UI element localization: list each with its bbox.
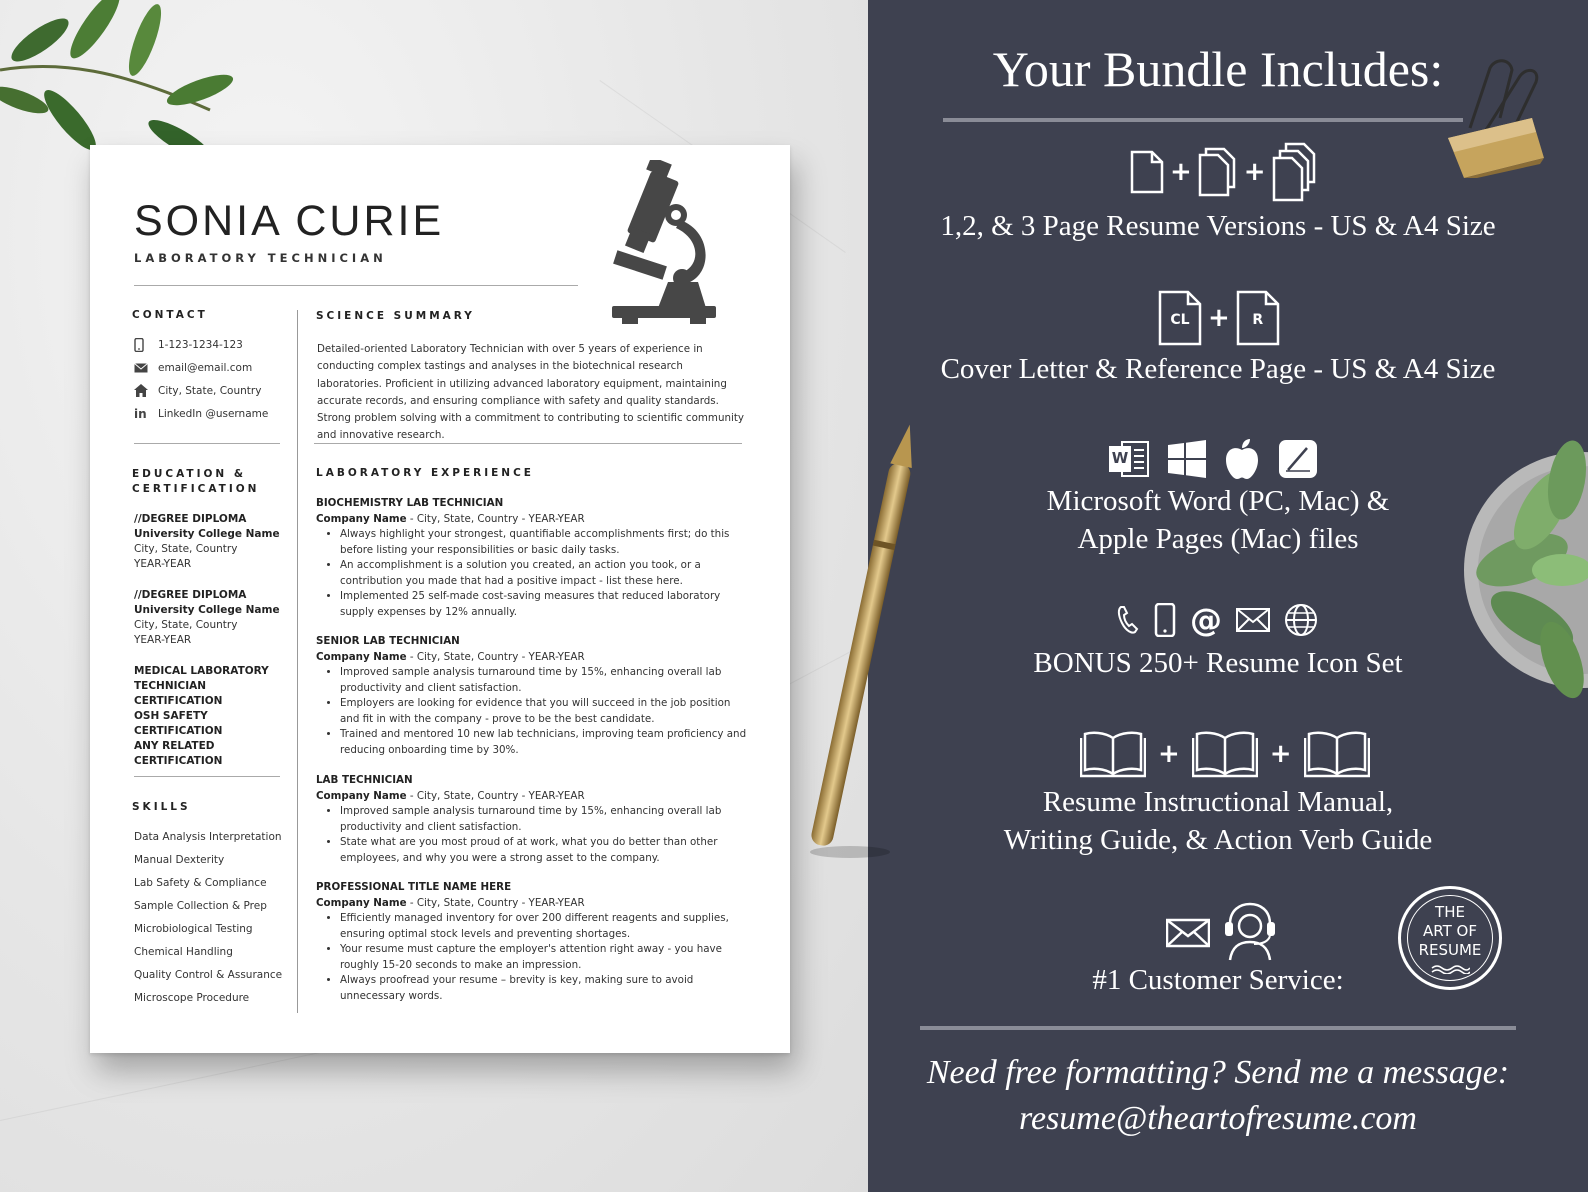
years: YEAR-YEAR — [134, 634, 192, 646]
bullet: • Implemented 25 self-made cost-saving measures that reduced laboratory supply expenses by 12% annually. — [340, 589, 751, 620]
contact-linkedin — [134, 402, 284, 425]
bullet: • State what are you most proud of at work, what you do better than other employees, and why you were a strong asset to the company. — [340, 835, 751, 866]
divider — [943, 118, 1463, 122]
certification-name: OSH SAFETY CERTIFICATION — [134, 710, 223, 737]
divider — [314, 443, 742, 444]
linkedin-text: LinkedIn @username — [158, 407, 269, 420]
document-icon — [1236, 290, 1280, 346]
degree: //DEGREE DIPLOMA — [134, 513, 247, 525]
bullet: • Your resume must capture the employer's attention right away - you have roughly 15-20 seconds to make an impression. — [340, 942, 751, 973]
school-location: City, State, Country — [134, 543, 238, 555]
home-icon — [134, 384, 158, 397]
document-icon — [1198, 147, 1238, 197]
book-icon — [1080, 730, 1146, 778]
years: YEAR-YEAR — [134, 558, 192, 570]
succulent-plant-decoration — [1452, 420, 1588, 720]
book-icon — [1192, 730, 1258, 778]
skill-item: Quality Control & Assurance — [134, 969, 283, 981]
summary-text: Detailed-oriented Laboratory Technician with over 5 years of experience in conducting complex tastings and analyses in the biotechnical research laboratories. Proficient in utilizing advanced laboratory equipment, maintaining accurate records, and ensuring compliance with safety and quality standards. Strong problem solving with a commitment to contributing to scientific community and innovative research. — [317, 343, 744, 442]
envelope-icon — [1236, 608, 1270, 632]
plus-icon: + — [1269, 739, 1292, 769]
experience-heading: LABORATORY EXPERIENCE — [316, 467, 534, 479]
skill-item: Manual Dexterity — [134, 854, 225, 866]
certification — [134, 739, 299, 769]
certification-name: MEDICAL LABORATORY TECHNICIAN CERTIFICATION — [134, 665, 269, 707]
bundle-heading: Your Bundle Includes: — [992, 41, 1444, 97]
windows-icon — [1168, 440, 1206, 478]
plus-icon: + — [1208, 303, 1230, 333]
skills-list — [134, 831, 282, 1015]
skill-item: Chemical Handling — [134, 946, 233, 958]
skill-item: Data Analysis Interpretation — [134, 831, 282, 843]
certification-name: ANY RELATED CERTIFICATION — [134, 740, 223, 767]
resume-page — [90, 145, 790, 1053]
divider — [920, 1026, 1516, 1030]
pages-icon — [1278, 439, 1318, 479]
education-heading: EDUCATION & CERTIFICATION — [132, 468, 260, 495]
linkedin-icon: in — [134, 406, 147, 421]
job-title: SENIOR LAB TECHNICIAN — [316, 635, 460, 647]
page-versions-text: 1,2, & 3 Page Resume Versions - US & A4 Size — [940, 210, 1496, 242]
contact-location — [134, 379, 284, 402]
skill-item: Microbiological Testing — [134, 923, 253, 935]
contact-phone — [134, 333, 284, 356]
at-icon: @ — [1190, 601, 1222, 639]
mobile-icon — [1154, 603, 1176, 637]
art-of-resume-logo — [1398, 886, 1502, 990]
phone-text: 1-123-1234-123 — [158, 338, 243, 351]
word-icon — [1108, 440, 1150, 478]
phone-icon — [1116, 605, 1140, 635]
word-icon-label: W — [1111, 449, 1129, 467]
bullet: • Improved sample analysis turnaround time by 15%, enhancing overall lab productivity and client satisfaction. — [340, 804, 751, 835]
education-entry — [134, 512, 299, 572]
job-title: PROFESSIONAL TITLE NAME HERE — [316, 881, 512, 893]
certification — [134, 664, 284, 709]
contact-section — [134, 333, 284, 425]
job-title: LAB TECHNICIAN — [316, 774, 413, 786]
bullet: • Always highlight your strongest, quantifiable accomplishments first; do this before listing your responsibilities or basic daily tasks. — [340, 527, 751, 558]
bullet: • Efficiently managed inventory for over 200 different reagents and supplies, ensuring optimal stock levels and preventing shortages. — [340, 911, 751, 942]
job-company: Company Name - City, State, Country - YEAR-YEAR — [316, 789, 585, 802]
software-icons — [1108, 438, 1318, 480]
cover-letter-icons — [1158, 290, 1280, 346]
school-location: City, State, Country — [134, 619, 238, 631]
job-entry — [316, 496, 751, 620]
logo-text: ART OF — [1423, 922, 1477, 940]
plus-icon: + — [1158, 739, 1180, 769]
cl-icon-label: CL — [1170, 312, 1190, 328]
resume-name: SONIA CURIE — [134, 197, 445, 245]
school: University College Name — [134, 528, 280, 540]
book-icon — [1304, 730, 1370, 778]
skill-item: Lab Safety & Compliance — [134, 877, 267, 889]
job-title: BIOCHEMISTRY LAB TECHNICIAN — [316, 497, 504, 509]
r-icon-label: R — [1252, 312, 1264, 328]
job-company: Company Name - City, State, Country - YEAR-YEAR — [316, 512, 585, 525]
job-entry — [316, 880, 751, 1004]
manual-line-1: Resume Instructional Manual, — [1042, 786, 1394, 818]
job-bullets — [340, 527, 751, 620]
binder-clip-decoration — [1440, 58, 1550, 178]
contact-email — [134, 356, 284, 379]
microscope-icon — [610, 160, 718, 326]
wave-icon — [1430, 964, 1470, 974]
school: University College Name — [134, 604, 280, 616]
summary-heading: SCIENCE SUMMARY — [316, 310, 475, 322]
contact-email-link[interactable]: resume@theartofresume.com — [1019, 1100, 1417, 1137]
envelope-icon — [1166, 916, 1210, 948]
formats-line-2: Apple Pages (Mac) files — [1077, 523, 1359, 555]
bonus-icons — [1116, 603, 1318, 637]
formats-line-1: Microsoft Word (PC, Mac) & — [1046, 485, 1390, 517]
logo-text: THE — [1435, 903, 1465, 921]
job-entry — [316, 634, 751, 758]
degree: //DEGREE DIPLOMA — [134, 589, 247, 601]
education-entry — [134, 588, 299, 648]
resume-job-title: LABORATORY TECHNICIAN — [134, 251, 387, 265]
apple-icon — [1224, 438, 1260, 480]
email-text: email@email.com — [158, 361, 253, 374]
bullet: • Improved sample analysis turnaround time by 15%, enhancing overall lab productivity and client satisfaction. — [340, 665, 751, 696]
service-text: #1 Customer Service: — [1092, 964, 1344, 996]
service-icons — [1166, 902, 1278, 962]
phone-icon — [134, 338, 158, 352]
document-icon — [1130, 150, 1164, 194]
cover-letter-text: Cover Letter & Reference Page - US & A4 Size — [940, 353, 1496, 385]
location-text: City, State, Country — [158, 384, 262, 397]
bonus-text: BONUS 250+ Resume Icon Set — [1033, 647, 1403, 679]
skill-item: Microscope Procedure — [134, 992, 250, 1004]
headset-icon — [1222, 902, 1278, 962]
contact-heading: CONTACT — [132, 309, 208, 321]
book-icons — [1080, 730, 1370, 778]
bullet: • Employers are looking for evidence that you will succeed in the job position and fit in with the company - prove to be the best candidate. — [340, 696, 751, 727]
divider — [134, 776, 280, 777]
skills-heading: SKILLS — [132, 801, 191, 813]
job-bullets — [340, 804, 751, 866]
logo-text: RESUME — [1418, 941, 1482, 959]
plus-icon: + — [1243, 157, 1266, 187]
job-bullets — [340, 911, 751, 1004]
globe-icon — [1284, 603, 1318, 637]
certification — [134, 709, 299, 739]
document-icon — [1158, 290, 1202, 346]
column-divider — [297, 310, 298, 1013]
skill-item: Sample Collection & Prep — [134, 900, 267, 912]
divider — [134, 443, 280, 444]
job-company: Company Name - City, State, Country - YEAR-YEAR — [316, 650, 585, 663]
bullet: • Trained and mentored 10 new lab technicians, improving team proficiency and reducing onboarding time by 30%. — [340, 727, 751, 758]
formatting-offer-text: Need free formatting? Send me a message: — [926, 1054, 1510, 1091]
bullet: • An accomplishment is a solution you created, an action you took, or a contribution you made that had a positive impact - list these here. — [340, 558, 751, 589]
email-icon — [134, 363, 158, 373]
manual-line-2: Writing Guide, & Action Verb Guide — [1003, 824, 1433, 856]
plus-icon: + — [1170, 157, 1192, 187]
document-icon — [1272, 142, 1318, 202]
job-bullets — [340, 665, 751, 758]
job-entry — [316, 773, 751, 866]
job-company: Company Name - City, State, Country - YEAR-YEAR — [316, 896, 585, 909]
divider — [134, 285, 578, 286]
bullet: • Always proofread your resume – brevity is key, making sure to avoid unnecessary words. — [340, 973, 751, 1004]
page-versions-icons — [1130, 142, 1318, 202]
pen-decoration — [790, 420, 940, 860]
